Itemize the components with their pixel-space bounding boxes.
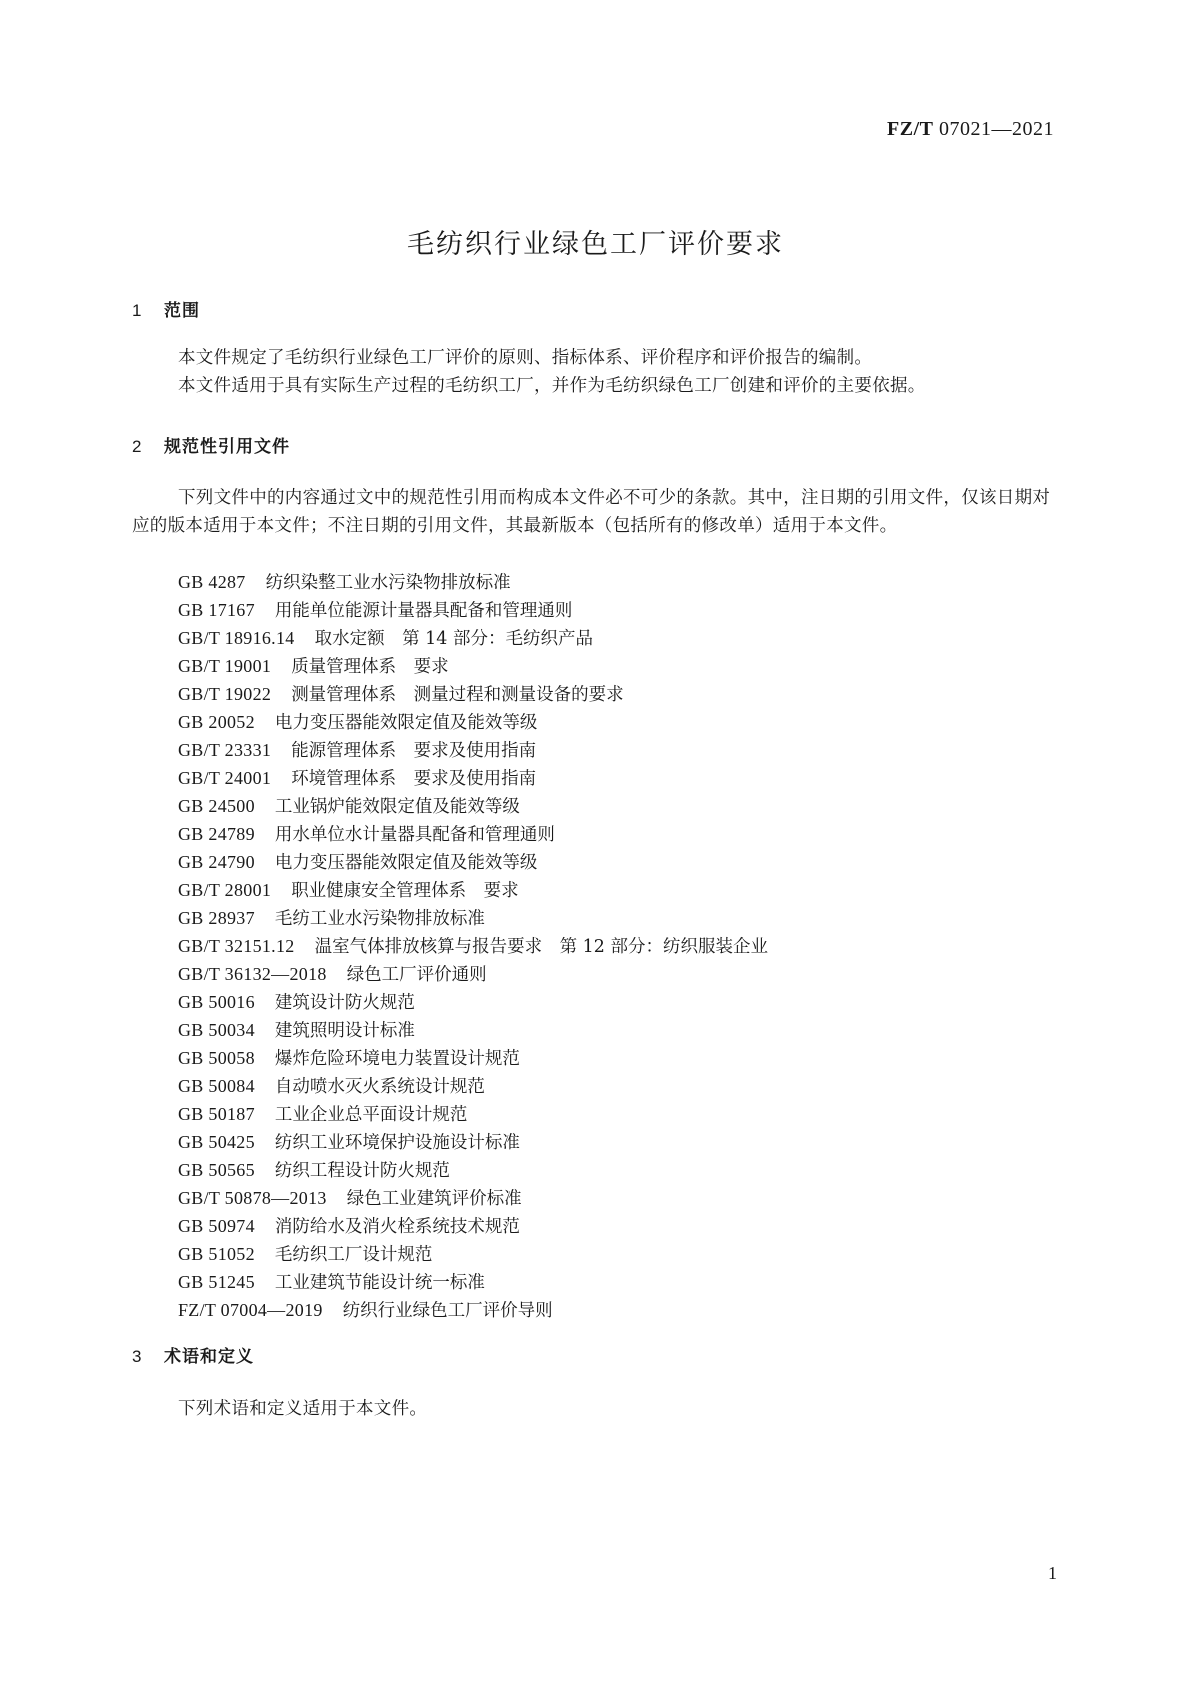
document-code — [887, 118, 1054, 141]
reference-item — [178, 596, 768, 624]
reference-item — [178, 1100, 768, 1128]
paragraph: 下列文件中的内容通过文中的规范性引用而构成本文件必不可少的条款。其中，注日期的引用文件，仅该日期对应的版本适用于本文件；不注日期的引用文件，其最新版本（包括所有的修改单）适用于本文件。 — [132, 488, 1051, 536]
reference-item — [178, 932, 768, 960]
reference-code: GB/T 24001 — [178, 768, 272, 788]
reference-item — [178, 1128, 768, 1156]
reference-title: 毛纺工业水污染物排放标准 — [274, 909, 485, 929]
paragraph: 本文件适用于具有实际生产过程的毛纺织工厂，并作为毛纺织绿色工厂创建和评价的主要依据。 — [178, 376, 926, 396]
reference-item — [178, 568, 768, 596]
reference-list — [178, 568, 768, 1324]
reference-item — [178, 680, 768, 708]
reference-item — [178, 624, 768, 652]
reference-code: GB 50974 — [178, 1216, 255, 1236]
reference-code: GB/T 28001 — [178, 880, 272, 900]
reference-item — [178, 1016, 768, 1044]
reference-code: GB/T 18916.14 — [178, 628, 295, 648]
section-2-body — [132, 484, 1061, 540]
reference-item — [178, 1268, 768, 1296]
reference-title: 自动喷水灭火系统设计规范 — [274, 1077, 485, 1097]
page-number: 1 — [1048, 1563, 1057, 1583]
section-1-body — [132, 344, 1061, 400]
reference-code: GB/T 36132—2018 — [178, 964, 327, 984]
reference-code: FZ/T 07004—2019 — [178, 1300, 323, 1320]
reference-item — [178, 904, 768, 932]
reference-title: 环境管理体系 要求及使用指南 — [291, 769, 537, 789]
reference-code: GB 4287 — [178, 572, 246, 592]
reference-title: 取水定额 第 14 部分：毛纺织产品 — [314, 629, 593, 649]
reference-code: GB 50016 — [178, 992, 255, 1012]
reference-item — [178, 1212, 768, 1240]
reference-item — [178, 848, 768, 876]
reference-title: 温室气体排放核算与报告要求 第 12 部分：纺织服装企业 — [314, 937, 768, 957]
paragraph: 下列术语和定义适用于本文件。 — [178, 1399, 428, 1419]
reference-title: 爆炸危险环境电力装置设计规范 — [274, 1049, 520, 1069]
section-heading-3 — [132, 1342, 254, 1367]
section-3-body — [132, 1395, 1061, 1423]
reference-code: GB 50084 — [178, 1076, 255, 1096]
reference-code: GB/T 19001 — [178, 656, 272, 676]
reference-code: GB 24500 — [178, 796, 255, 816]
section-title: 范围 — [164, 301, 200, 321]
reference-title: 测量管理体系 测量过程和测量设备的要求 — [291, 685, 624, 705]
paragraph: 本文件规定了毛纺织行业绿色工厂评价的原则、指标体系、评价程序和评价报告的编制。 — [178, 348, 873, 368]
reference-code: GB 51245 — [178, 1272, 255, 1292]
reference-item — [178, 876, 768, 904]
document-code-prefix: FZ/T — [887, 118, 934, 140]
reference-code: GB 50187 — [178, 1104, 255, 1124]
reference-title: 工业企业总平面设计规范 — [274, 1105, 468, 1125]
reference-title: 职业健康安全管理体系 要求 — [291, 881, 519, 901]
reference-title: 用能单位能源计量器具配备和管理通则 — [274, 601, 573, 621]
reference-code: GB/T 50878—2013 — [178, 1188, 327, 1208]
reference-title: 纺织工业环境保护设施设计标准 — [274, 1133, 520, 1153]
reference-item — [178, 792, 768, 820]
section-heading-1 — [132, 296, 200, 321]
reference-title: 绿色工业建筑评价标准 — [346, 1189, 522, 1209]
reference-item — [178, 1184, 768, 1212]
reference-item — [178, 736, 768, 764]
reference-item — [178, 960, 768, 988]
reference-title: 工业锅炉能效限定值及能效等级 — [274, 797, 520, 817]
reference-code: GB 50034 — [178, 1020, 255, 1040]
reference-code: GB 28937 — [178, 908, 255, 928]
reference-item — [178, 1072, 768, 1100]
reference-title: 电力变压器能效限定值及能效等级 — [274, 713, 538, 733]
document-title: 毛纺织行业绿色工厂评价要求 — [407, 229, 784, 260]
reference-title: 电力变压器能效限定值及能效等级 — [274, 853, 538, 873]
document-code-number: 07021—2021 — [933, 118, 1054, 140]
reference-title: 纺织染整工业水污染物排放标准 — [265, 573, 511, 593]
reference-code: GB 24790 — [178, 852, 255, 872]
reference-title: 质量管理体系 要求 — [291, 657, 449, 677]
section-number: 3 — [132, 1347, 143, 1366]
reference-title: 建筑设计防火规范 — [274, 993, 415, 1013]
reference-title: 绿色工厂评价通则 — [346, 965, 487, 985]
section-heading-2 — [132, 432, 290, 457]
reference-code: GB 50565 — [178, 1160, 255, 1180]
reference-code: GB/T 32151.12 — [178, 936, 295, 956]
reference-item — [178, 1296, 768, 1324]
reference-item — [178, 1044, 768, 1072]
reference-code: GB 51052 — [178, 1244, 255, 1264]
section-number: 1 — [132, 301, 143, 320]
reference-title: 纺织工程设计防火规范 — [274, 1161, 450, 1181]
reference-code: GB/T 19022 — [178, 684, 272, 704]
reference-item — [178, 1156, 768, 1184]
reference-title: 消防给水及消火栓系统技术规范 — [274, 1217, 520, 1237]
reference-title: 毛纺织工厂设计规范 — [274, 1245, 433, 1265]
reference-title: 能源管理体系 要求及使用指南 — [291, 741, 537, 761]
reference-item — [178, 652, 768, 680]
reference-code: GB 17167 — [178, 600, 255, 620]
reference-code: GB 20052 — [178, 712, 255, 732]
reference-code: GB 50058 — [178, 1048, 255, 1068]
reference-code: GB 24789 — [178, 824, 255, 844]
reference-code: GB 50425 — [178, 1132, 255, 1152]
reference-title: 工业建筑节能设计统一标准 — [274, 1273, 485, 1293]
section-title: 术语和定义 — [164, 1347, 254, 1367]
reference-code: GB/T 23331 — [178, 740, 272, 760]
reference-item — [178, 708, 768, 736]
reference-title: 建筑照明设计标准 — [274, 1021, 415, 1041]
reference-title: 纺织行业绿色工厂评价导则 — [342, 1301, 553, 1321]
reference-item — [178, 1240, 768, 1268]
reference-item — [178, 764, 768, 792]
section-title: 规范性引用文件 — [164, 437, 290, 457]
reference-item — [178, 988, 768, 1016]
section-number: 2 — [132, 437, 143, 456]
reference-title: 用水单位水计量器具配备和管理通则 — [274, 825, 555, 845]
reference-item — [178, 820, 768, 848]
